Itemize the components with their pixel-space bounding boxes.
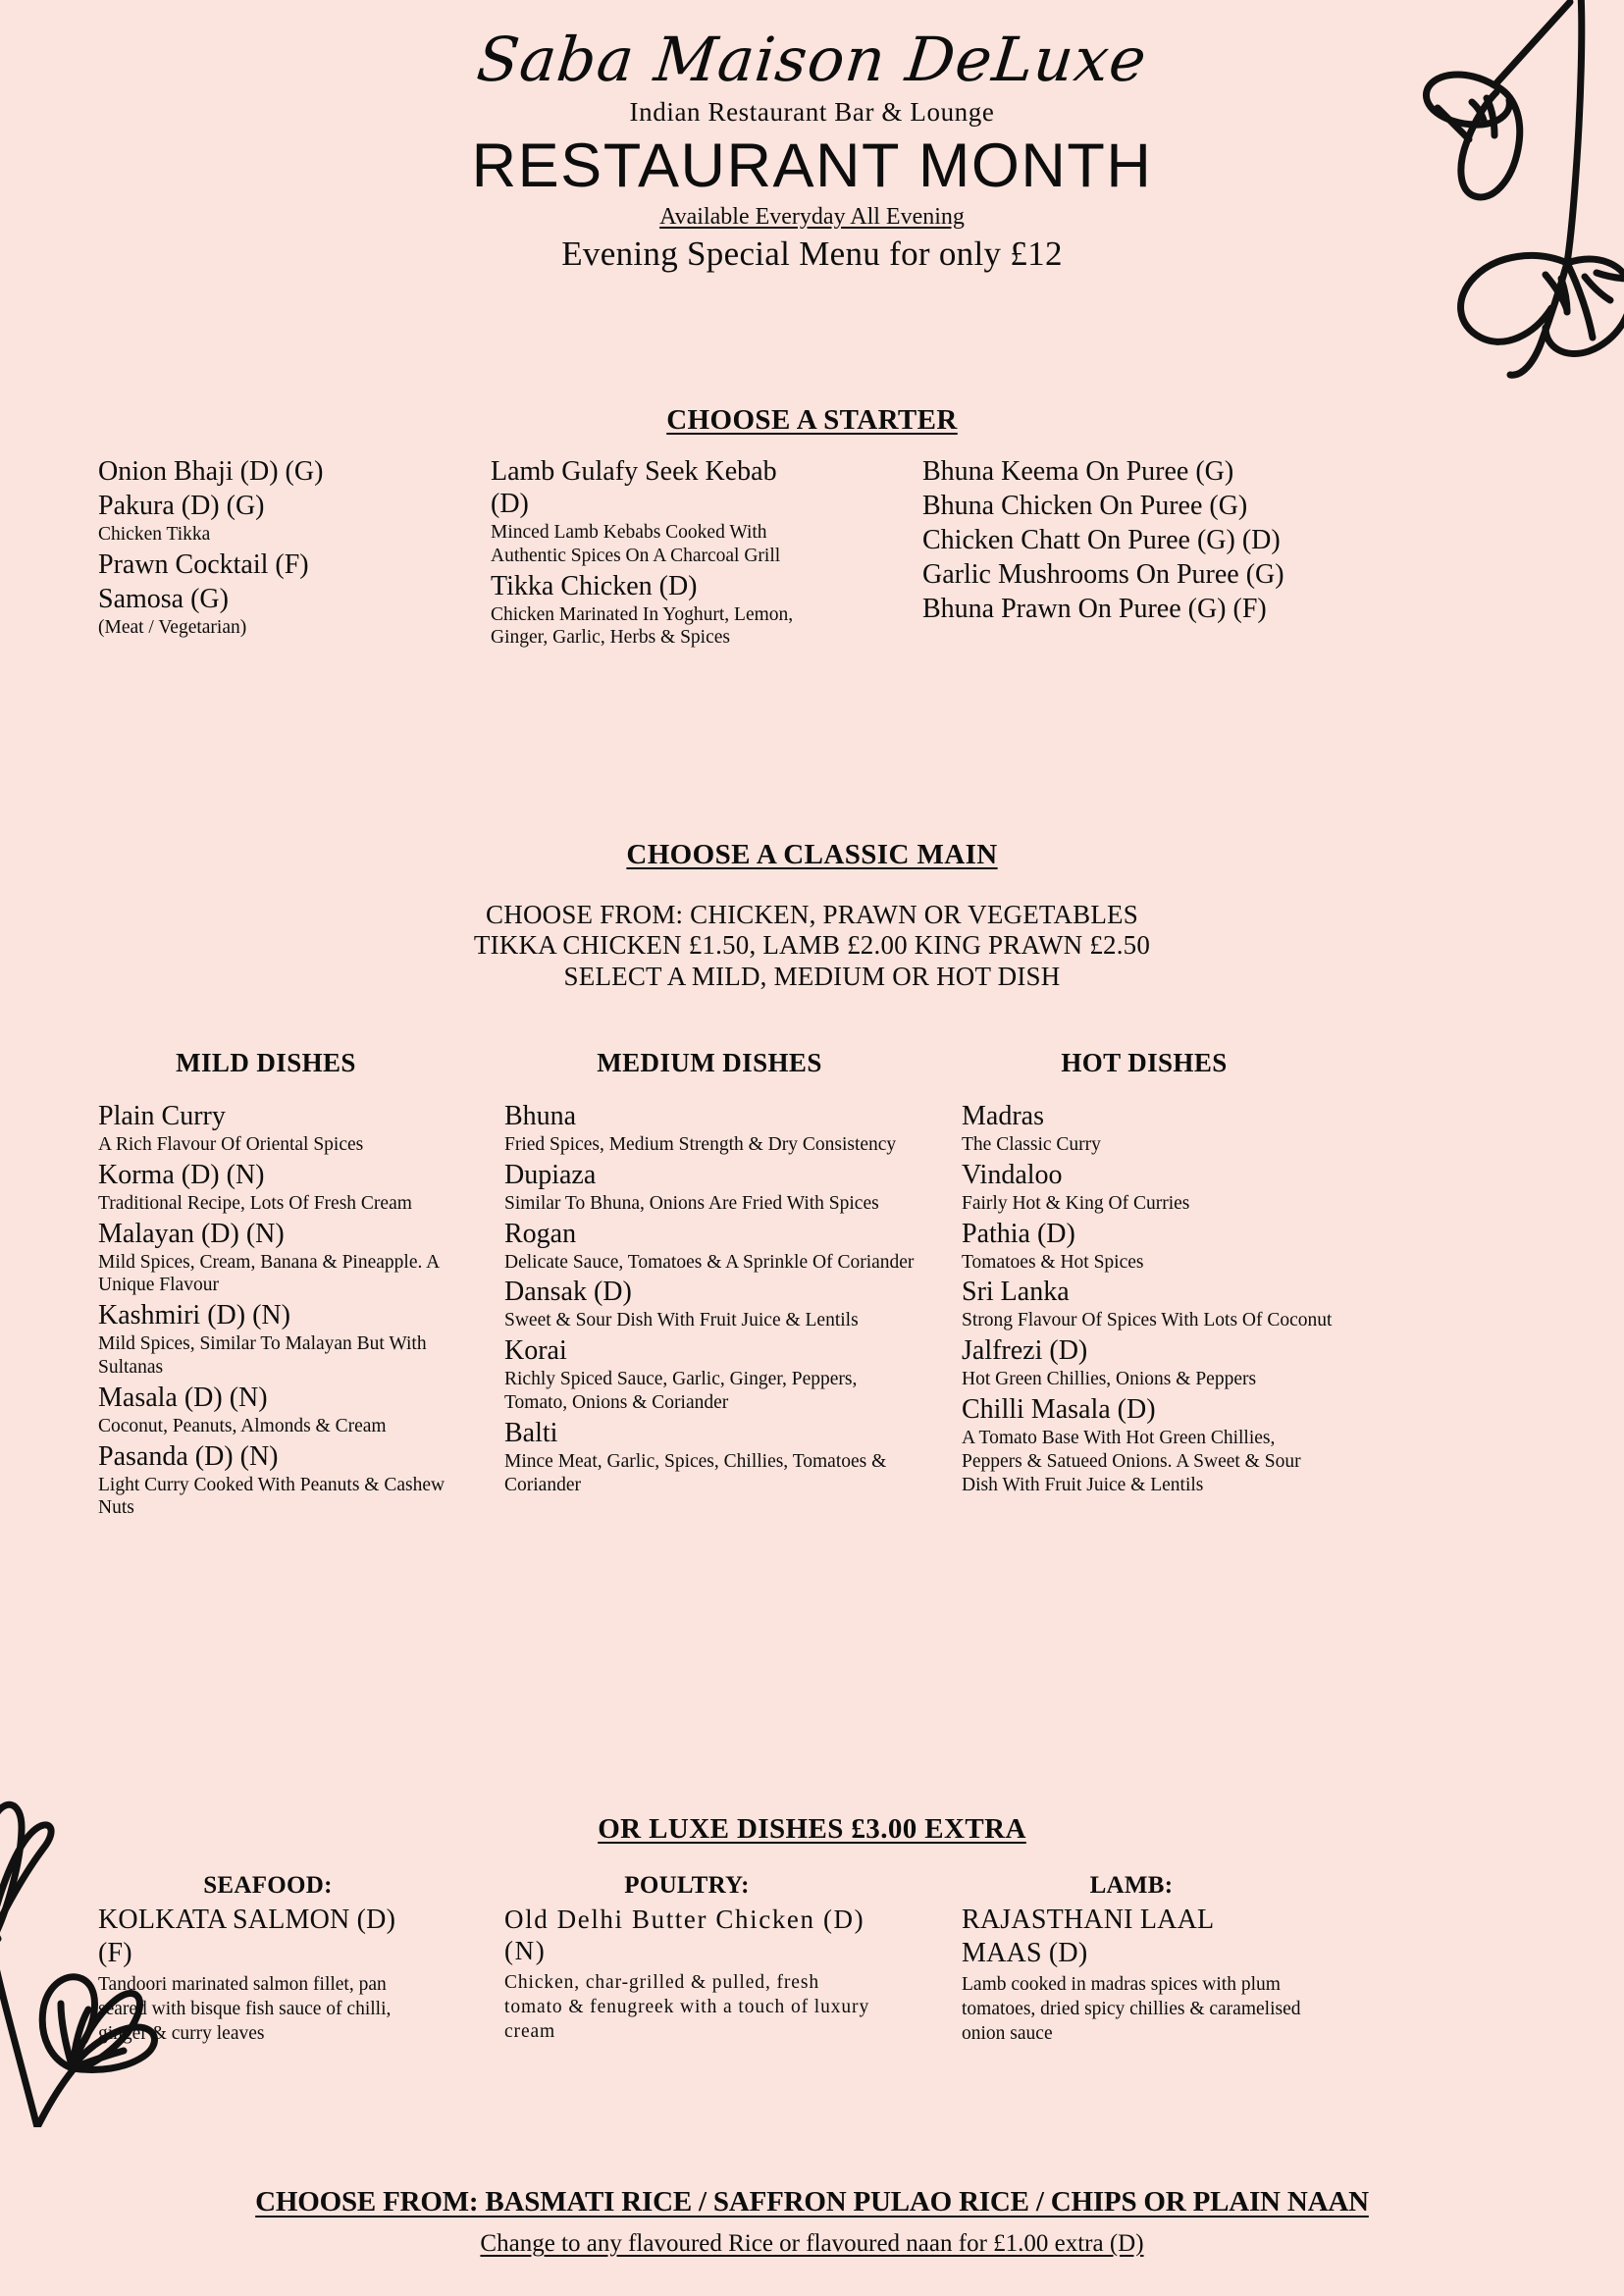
menu-item [98, 548, 491, 581]
dish-name: Chicken Chatt On Puree (G) (D) [922, 525, 1281, 556]
mains-column-medium [491, 1048, 942, 1520]
dish-name: Chilli Masala (D) [962, 1394, 1156, 1426]
dish-name: Dansak (D) [504, 1277, 632, 1308]
luxe-heading: OR LUXE DISHES £3.00 EXTRA [598, 1813, 1026, 1845]
dish-name: Bhuna Keema On Puree (G) [922, 456, 1234, 487]
dish-name: Sri Lanka [962, 1277, 1070, 1308]
footer-upgrade-note: Change to any flavoured Rice or flavoured naan for £1.00 extra (D) [480, 2230, 1144, 2257]
dish-desc: Mild Spices, Cream, Banana & Pineapple. A Unique Flavour [98, 1251, 440, 1296]
menu-item [962, 1159, 1333, 1216]
mains-column-mild [98, 1048, 491, 1520]
brand-name: Saba Maison DeLuxe [473, 24, 1151, 95]
column-title-mild: MILD DISHES [176, 1048, 356, 1077]
dish-desc: Mince Meat, Garlic, Spices, Chillies, Tomatoes & Coriander [504, 1450, 887, 1495]
luxe-dish-desc: Tandoori marinated salmon fillet, pan seared with bisque fish sauce of chilli, ginger & curry leaves [98, 1974, 392, 2045]
menu-item [504, 1334, 917, 1415]
dish-desc: Hot Green Chillies, Onions & Peppers [962, 1369, 1257, 1390]
menu-item [504, 1417, 917, 1497]
page-title: RESTAURANT MONTH [471, 131, 1153, 201]
menu-footer [0, 2186, 1624, 2258]
dish-desc: Fairly Hot & King Of Curries [962, 1192, 1190, 1214]
luxe-columns [98, 1872, 1536, 2047]
dish-name: Pasanda (D) (N) [98, 1440, 279, 1472]
menu-item [98, 1159, 459, 1216]
luxe-dish-desc: Lamb cooked in madras spices with plum tomatoes, dried spicy chillies & caramelised onion sauce [962, 1974, 1301, 2045]
dish-name: Korai [504, 1335, 567, 1367]
dish-name: Vindaloo [962, 1159, 1063, 1190]
mains-columns [98, 1048, 1536, 1520]
dish-name: Plain Curry [98, 1101, 226, 1131]
luxe-column-poultry [491, 1872, 942, 2047]
column-title-medium: MEDIUM DISHES [597, 1048, 822, 1077]
dish-name: Bhuna [504, 1101, 577, 1131]
dish-name: Samosa (G) [98, 583, 229, 614]
dish-desc: The Classic Curry [962, 1134, 1101, 1156]
menu-item [962, 1276, 1333, 1332]
menu-item [962, 1393, 1333, 1496]
dish-desc: Delicate Sauce, Tomatoes & A Sprinkle Of Coriander [504, 1251, 915, 1273]
availability-note: Available Everyday All Evening [659, 204, 965, 231]
menu-header [0, 0, 1624, 274]
menu-item [504, 1159, 917, 1216]
column-title-hot: HOT DISHES [1061, 1048, 1228, 1077]
dish-desc: Fried Spices, Medium Strength & Dry Consistency [504, 1134, 897, 1156]
menu-item [491, 455, 922, 568]
starters-column-2 [491, 453, 922, 650]
mains-heading: CHOOSE A CLASSIC MAIN [626, 839, 998, 870]
luxe-title-seafood: SEAFOOD: [203, 1872, 333, 1899]
choose-line: TIKKA CHICKEN £1.50, LAMB £2.00 KING PRAWN £2.50 [473, 930, 1151, 961]
price-line: Evening Special Menu for only £12 [561, 235, 1063, 274]
luxe-dish-name: RAJASTHANI LAAL MAAS (D) [962, 1905, 1214, 1968]
dish-desc: Strong Flavour Of Spices With Lots Of Coconut [962, 1310, 1333, 1331]
menu-item [98, 583, 491, 640]
luxe-column-seafood [98, 1872, 491, 2047]
luxe-dish-desc: Chicken, char-grilled & pulled, fresh tomato & fenugreek with a touch of luxury cream [504, 1971, 870, 2042]
menu-item [98, 455, 491, 488]
dish-name: Bhuna Chicken On Puree (G) [922, 491, 1248, 522]
dish-name: Dupiaza [504, 1159, 597, 1190]
starters-column-1 [98, 453, 491, 650]
dish-desc: A Tomato Base With Hot Green Chillies, Peppers & Satueed Onions. A Sweet & Sour Dish With Fruit Juice & Lentils [962, 1428, 1301, 1495]
menu-item [98, 1218, 459, 1298]
dish-name: Tikka Chicken (D) [491, 570, 698, 601]
dish-name: Bhuna Prawn On Puree (G) (F) [922, 594, 1267, 625]
luxe-title-lamb: LAMB: [1089, 1872, 1174, 1899]
dish-desc: Traditional Recipe, Lots Of Fresh Cream [98, 1192, 412, 1214]
menu-item [962, 1334, 1333, 1391]
menu-item [504, 1100, 917, 1157]
luxe-column-lamb [942, 1872, 1374, 2047]
dish-name: Garlic Mushrooms On Puree (G) [922, 559, 1284, 591]
dish-desc: Richly Spiced Sauce, Garlic, Ginger, Peppers, Tomato, Onions & Coriander [504, 1369, 858, 1414]
dish-desc: Sweet & Sour Dish With Fruit Juice & Lentils [504, 1310, 859, 1331]
dish-desc: Mild Spices, Similar To Malayan But With Sultanas [98, 1333, 427, 1379]
brand-tagline: Indian Restaurant Bar & Lounge [629, 97, 995, 128]
starters-heading: CHOOSE A STARTER [666, 404, 958, 436]
dish-name: Masala (D) (N) [98, 1382, 268, 1413]
starters-column-3 [922, 453, 1433, 650]
dish-name: Pathia (D) [962, 1218, 1075, 1249]
dish-desc: Coconut, Peanuts, Almonds & Cream [98, 1415, 387, 1436]
dish-desc: Similar To Bhuna, Onions Are Fried With Spices [504, 1192, 879, 1214]
menu-item [504, 1276, 917, 1332]
choose-line: SELECT A MILD, MEDIUM OR HOT DISH [563, 961, 1061, 991]
dish-name: Rogan [504, 1218, 577, 1249]
dish-name: Jalfrezi (D) [962, 1335, 1088, 1367]
dish-desc: Chicken Tikka [98, 524, 211, 546]
dish-name: Balti [504, 1417, 558, 1448]
luxe-title-poultry: POULTRY: [624, 1872, 750, 1899]
luxe-dish-name: KOLKATA SALMON (D) (F) [98, 1905, 396, 1968]
dish-desc: Light Curry Cooked With Peanuts & Cashew Nuts [98, 1474, 445, 1519]
menu-item [504, 1218, 917, 1275]
dish-name: Kashmiri (D) (N) [98, 1300, 290, 1331]
dish-name: Lamb Gulafy Seek Kebab (D) [491, 456, 777, 520]
luxe-dish-name: Old Delhi Butter Chicken (D)(N) [504, 1905, 865, 1966]
mains-choose-block [0, 900, 1624, 992]
dish-desc: Chicken Marinated In Yoghurt, Lemon, Ginger, Garlic, Herbs & Spices [491, 603, 794, 649]
footer-rice-choice: CHOOSE FROM: BASMATI RICE / SAFFRON PULAO RICE / CHIPS OR PLAIN NAAN [255, 2186, 1369, 2218]
menu-item [98, 490, 491, 547]
menu-item [491, 570, 922, 651]
choose-line: CHOOSE FROM: CHICKEN, PRAWN OR VEGETABLES [486, 900, 1138, 929]
menu-item [98, 1299, 459, 1380]
menu-item [98, 1100, 459, 1157]
dish-desc: Tomatoes & Hot Spices [962, 1251, 1144, 1273]
dish-name: Madras [962, 1101, 1044, 1131]
menu-item [98, 1440, 459, 1521]
dish-desc: Minced Lamb Kebabs Cooked With Authentic Spices On A Charcoal Grill [491, 522, 781, 566]
dish-desc: (Meat / Vegetarian) [98, 616, 247, 638]
menu-item [962, 1218, 1333, 1275]
menu-item [962, 1100, 1333, 1157]
dish-name: Pakura (D) (G) [98, 491, 265, 522]
dish-name: Malayan (D) (N) [98, 1218, 285, 1249]
menu-item [98, 1382, 459, 1438]
dish-name: Prawn Cocktail (F) [98, 548, 309, 580]
starters-columns [98, 453, 1536, 650]
mains-column-hot [942, 1048, 1374, 1520]
dish-name: Korma (D) (N) [98, 1159, 265, 1190]
dish-desc: A Rich Flavour Of Oriental Spices [98, 1134, 364, 1156]
dish-name: Onion Bhaji (D) (G) [98, 456, 324, 487]
